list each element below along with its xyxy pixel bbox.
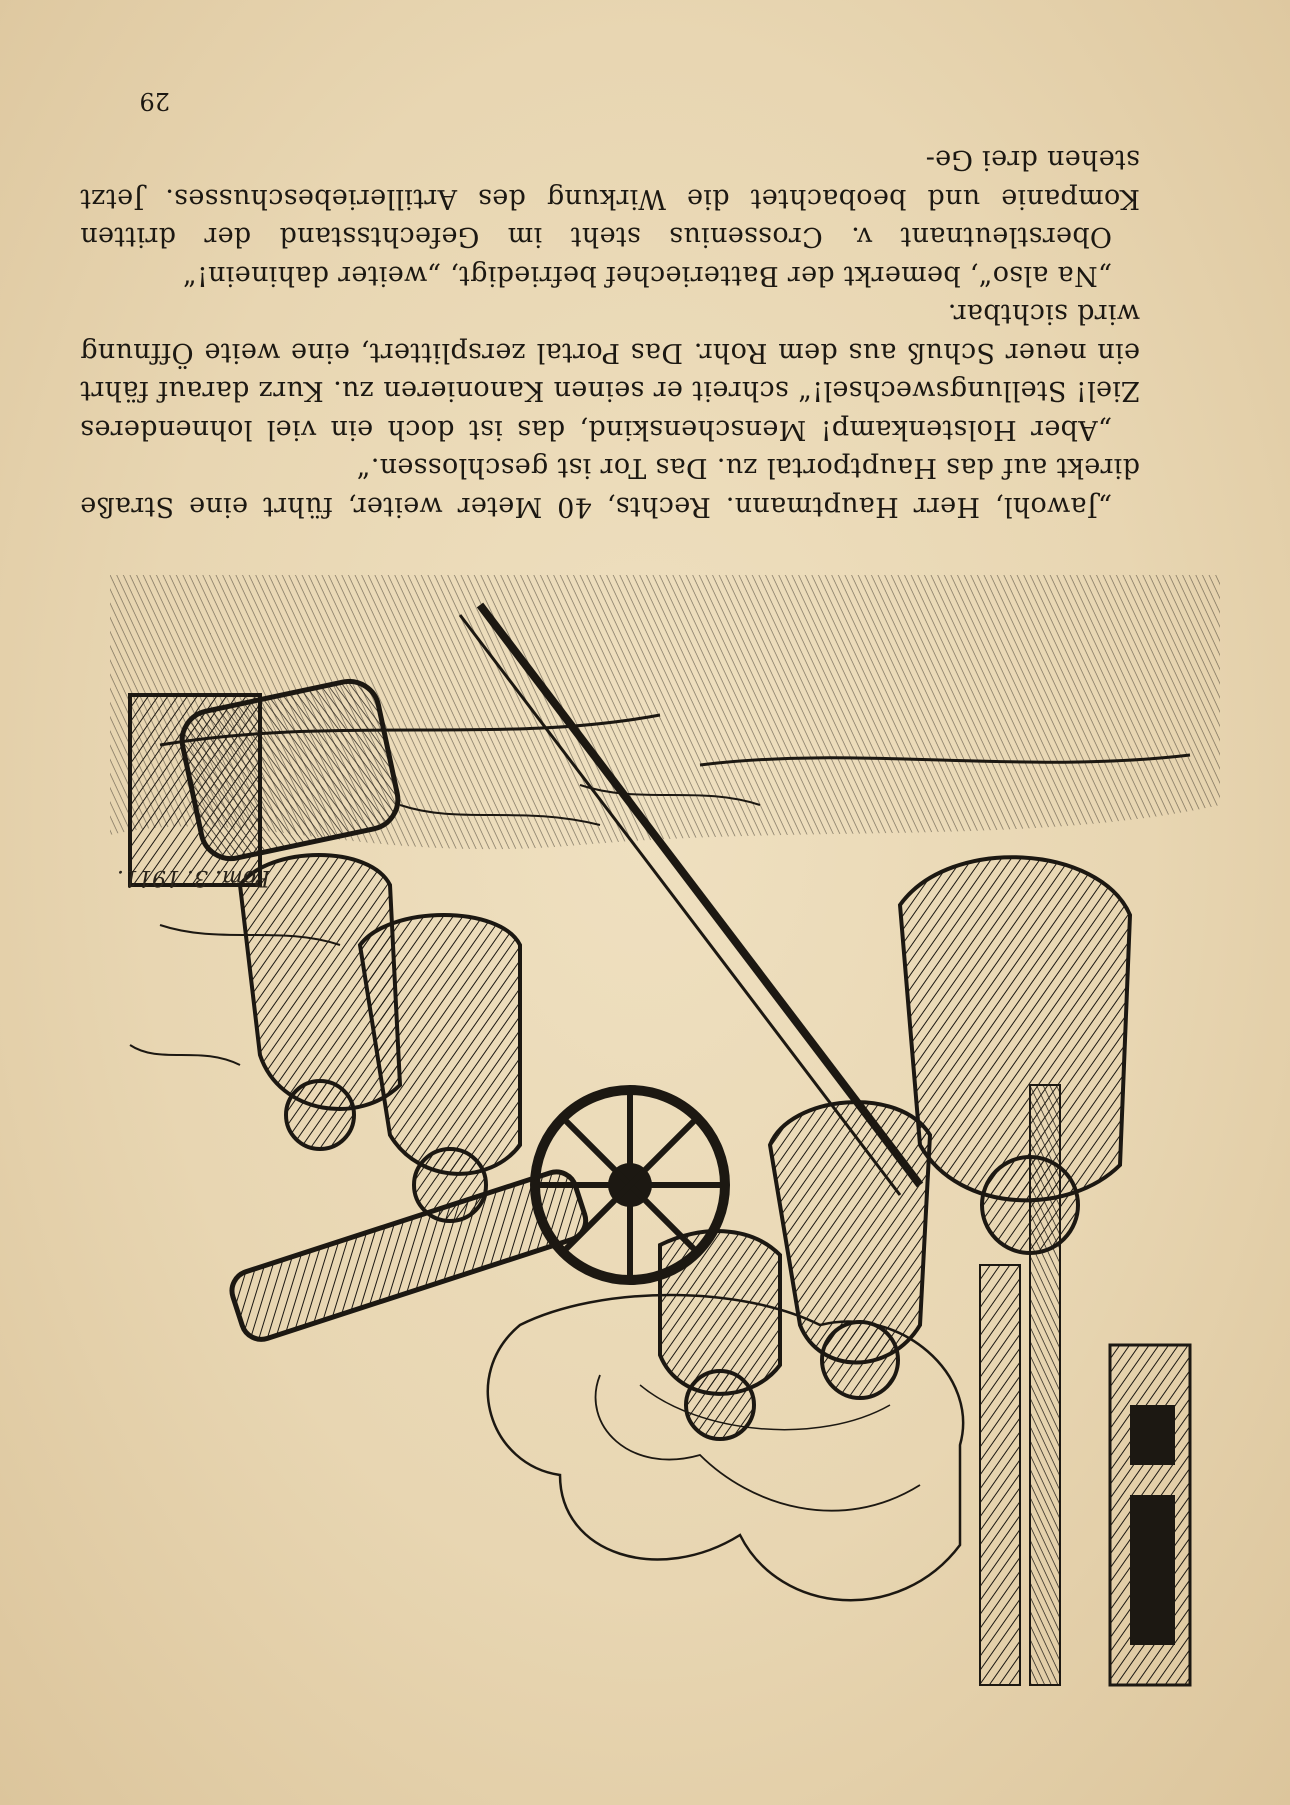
body-text — [80, 140, 1140, 525]
paragraph-1: „Jawohl, Herr Hauptmann. Rechts, 40 Meter weiter, führt eine Straße direkt auf das Hauptportal zu. Das Tor ist geschlossen.“ — [80, 452, 1140, 522]
artillery-crew-illustration-icon — [110, 575, 1220, 1705]
page-number: 29 — [139, 87, 170, 115]
paragraph-4: Oberstleutnant v. Crossenius steht im Gefechtsstand der dritten Kompanie und beobachtet die Wirkung des Artilleriebeschusses. Jetzt stehen drei Ge- — [80, 144, 1140, 253]
artist-signature: Pom. 3. 1911. — [117, 865, 270, 890]
paragraph-3: „Na also“, bemerkt der Batteriechef befriedigt, „weiter dahinein!“ — [182, 260, 1112, 291]
paragraph-2: „Aber Holstenkamp! Menschenskind, das ist doch ein viel lohnenderes Ziel! Stellungswechsel!“ schreit er seinen Kanonieren zu. Kurz darauf fährt ein neuer Schuß aus dem Rohr. Das Portal zersplittert, eine weite Öffnung wird sichtbar. — [80, 298, 1140, 445]
